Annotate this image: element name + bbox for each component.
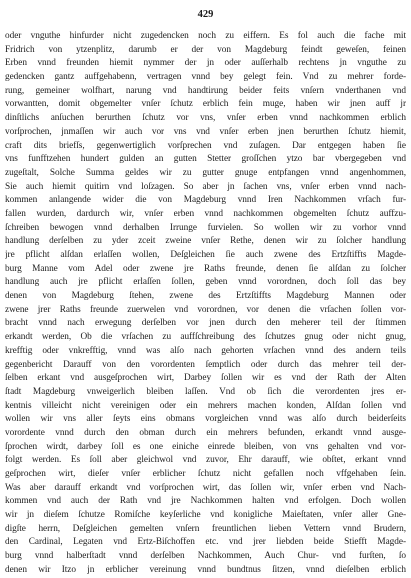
body-text — [5, 30, 406, 578]
text-line: Sie auch hiemit quitirn vnd loſzagen. So aber jn ſachen vns, vnſer erben vnnd nach- — [5, 181, 406, 192]
text-line: kommen vnd auch der Rath vnd jre Nachkommen halten vnd erfolgen. Doch wollen — [5, 496, 406, 507]
text-line: ſtadt Magdeburg vnweigerlich bleiben laſſen. Vnd ob ſich die verordenten jres er- — [5, 386, 406, 397]
page-number: 429 — [197, 9, 214, 20]
text-line: zwene jrer Raths freunde zuerwelen vnd vorordnen, vor denen die vrſachen ſollen vor- — [5, 304, 406, 315]
text-line: denen von Magdeburg ſtehen, zwene des Ertzſtiffts Magdeburg Mannen oder — [5, 291, 406, 302]
text-line: Was aber darauff erkandt vnd vorſprochen wirt, das ſollen wir, vnſer erben vnd Nach- — [5, 482, 406, 493]
text-line: handlung auch jre pflicht erlaſſen ſollen, geben vnnd vorordnen, doch ſoll das bey — [5, 277, 406, 288]
text-line: Fridrich von ytzenplitz, darumb er der von Magdeburg feindt geweſen, feinen — [5, 44, 406, 55]
text-line: bracht vnnd nach erwegung derſelben vor jnen durch den meherer teil der ſtimmen — [5, 318, 406, 329]
text-line: jre pflicht alſdan erlaſſen wollen, Deſgleichen ſie auch zwene des Ertzſtiffts Magde- — [5, 250, 406, 260]
text-line: vorſprochen, jnmaſſen wir auch vor vns vnd vnſer erben jnen berurthen ſchutz hiemit, — [5, 126, 406, 137]
text-line: handlung derſelben zu yder zceit zweine vnſer Rethe, denen wir zu ſolcher handlung — [5, 236, 406, 247]
text-line: gegenbericht Darauff von den vorordenten ſemptlich oder durch das mehrer teil der- — [5, 359, 406, 370]
text-line: burg Manne vom Adel oder zwene jre Raths freunde, denen ſie alſdan zu ſolcher — [5, 263, 406, 274]
text-line: wollen wir vns aller ſeyts eins obmans vorgleichen vnnd was alſo durch beiderſeits — [5, 414, 406, 425]
text-line: zugeſtalt, Solche Summa geldes wir zu gutter gnuge entpfangen vnnd angenhommen, — [5, 167, 406, 178]
text-line: kommen anlangende wider die von Magdeburg vnnd Iren Nachkommen vrſach fur- — [5, 195, 406, 206]
text-line: erkandt werden, Ob die vrſachen zu auffſchreibung des ſchutzes gnug oder nicht gnug, — [5, 332, 406, 343]
text-line: Erben vnnd freunden hiemit nymmer der jn oder auſſerhalb rechtens jn vnguthe zu — [5, 58, 406, 69]
text-line: denen wir Itzo jn erblicher vereinung vnnd bundtnus ſitzen, vnnd dieſelben erblich — [5, 564, 406, 575]
text-line: dinſtlichs anſuchen berurthen ſchutz vor vns, vnſer erben vnnd nachkommen erblich — [5, 113, 406, 124]
text-line: vns funfftzehen hundert gulden an gutten Stetter groſſchen ytzo bar vbergegeben vnd — [5, 154, 406, 165]
text-line: krefftig oder vnkrefftig, vnnd was alſo nach gehorten vrſachen vnnd des andern teils — [5, 345, 406, 356]
text-line: fallen wurden, dardurch wir, vnſer erben vnnd nachkommen obgemelten ſchutz auffzu- — [5, 208, 406, 219]
text-line: craft dits briefſs, gegenwertiglich vorſprechen vnd zuſagen. Dar entgegen haben ſie — [5, 140, 406, 151]
text-line: oder vnguthe hinfurder nicht zugedencken noch zu eiffern. Es fol auch die fache mit — [5, 31, 406, 41]
text-line: rung, gemeiner wolfhart, narung vnd handtirung beider feits vnſern vnderthanen vnd — [5, 85, 406, 96]
text-line: burg vnnd halberſtadt vnnd derſelben Nachkommen, Auch Chur- vnd furſten, ſo — [5, 551, 406, 562]
text-line: vorordente vnnd durch den obman durch ein mehrers befunden, erkandt vnnd ausge- — [5, 427, 406, 438]
text-line: folgt werden. Es ſoll aber gleichwol vnd zuvor, Ehr darauff, wie obſtet, erkant vnnd — [5, 455, 406, 466]
text-line: geſprochen wirt, dieſer vnſer erblicher ſchutz nicht gefallen noch vffgehaben ſein. — [5, 469, 406, 479]
text-line: kentnis villeicht nicht vereinigen oder ein mehrers machen konden, Alſdan ſollen vnd — [5, 400, 406, 411]
text-line: ſelben erkant vnd ausgeſprochen wirt, Darbey ſollen wir es vnd der Rath der Alten — [5, 373, 406, 384]
text-line: ſprochen wirdt, darbey ſoll es one einiche einrede bleiben, von vns gehalten vnd vor- — [5, 441, 406, 452]
text-line: ſchreiben bewogen vnnd derhalben Irrunge furvielen. So wollen wir zu vorhor vnnd — [5, 222, 406, 233]
text-line: gedencken gantz auffgehabenn, vertragen vnnd bey gelegt fein. Vnd zu mehrer forde- — [5, 72, 406, 83]
text-line: wir jn dieſem ſchutze Romiſche keyſerliche vnd konigliche Maieſtaten, vnſer aller Gne- — [5, 510, 406, 521]
text-line: den Cardinal, Legaten vnd Ertz-Biſchoffen etc. vnd jrer liebden beide Stiefft Magde- — [5, 537, 406, 548]
text-line: vorwantten, domit obgemelter vnſer ſchutz erblich fein muge, haben wir jnen auff jr — [5, 99, 406, 110]
text-line: digſte herrn, Deſgleichen gemelten vnſern freuntlichen lieben Vettern vnnd Brudern, — [5, 523, 406, 534]
